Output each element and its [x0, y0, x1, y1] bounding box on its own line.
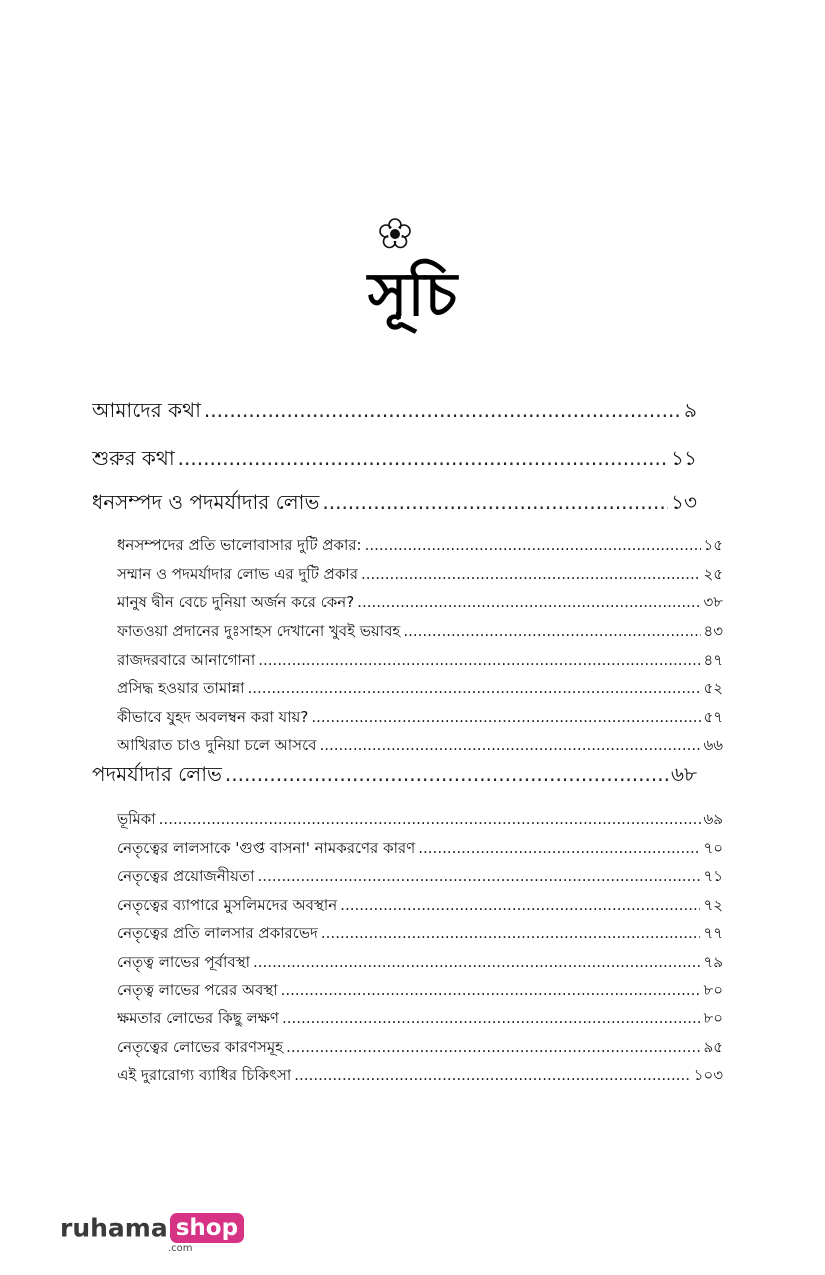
toc-entry-title: রাজদরবারে আনাগোনা [117, 651, 256, 669]
toc-subsection-entry [117, 619, 723, 643]
toc-page-number: ৭০ [703, 839, 723, 857]
toc-entry-title: নেতৃত্বের লালসাকে 'গুপ্ত বাসনা' নামকরণের কারণ [117, 839, 416, 857]
leader-dots [311, 705, 700, 729]
toc-subsection-entry [117, 1035, 723, 1059]
toc-entry-title: মানুষ দ্বীন বেচে দুনিয়া অর্জন করে কেন? [117, 593, 355, 611]
logo-brand-text: ruhama [60, 1213, 168, 1243]
toc-entry-title: নেতৃত্বের ব্যাপারে মুসলিমদের অবস্থান [117, 896, 338, 914]
toc-page-number: ৬৬ [703, 736, 723, 754]
toc-page-number: ৪৩ [703, 622, 723, 640]
toc-page-number: ৯৫ [703, 1038, 723, 1056]
toc-entry-title: ফাতওয়া প্রদানের দুঃসাহস দেখানো খুবই ভয়াবহ [117, 622, 401, 640]
leader-dots [258, 648, 700, 672]
toc-entry-title: ধনসম্পদের প্রতি ভালোবাসার দুটি প্রকার: [117, 536, 362, 554]
leader-dots [178, 443, 668, 473]
toc-page-number: ৮০ [703, 1009, 723, 1027]
leader-dots [321, 921, 701, 945]
page-title: সূচি [367, 260, 458, 330]
leader-dots [340, 893, 700, 917]
toc-subsection-entry [117, 733, 723, 757]
leader-dots [204, 395, 681, 425]
toc-section-entry [92, 395, 697, 425]
toc-page-number: ১০৩ [693, 1066, 723, 1084]
toc-subsection-entry [117, 590, 723, 614]
toc-subsection-entry [117, 921, 723, 945]
toc-entry-title: প্রসিদ্ধ হওয়ার তামান্না [117, 679, 245, 697]
publisher-logo [60, 1213, 244, 1253]
toc-page-number: ৭৭ [703, 924, 723, 942]
leader-dots [322, 487, 668, 517]
toc-subsection-entry [117, 533, 723, 557]
leader-dots [225, 759, 668, 789]
toc-subsection-entry [117, 950, 723, 974]
toc-entry-title: নেতৃত্বের লোভের কারণসমূহ [117, 1038, 284, 1056]
toc-section-entry [92, 487, 697, 517]
toc-subsection-entry [117, 836, 723, 860]
toc-entry-title: কীভাবে যুহদ অবলম্বন করা যায়? [117, 708, 309, 726]
toc-entry-title: শুরুর কথা [92, 446, 175, 470]
toc-subsection-entry [117, 676, 723, 700]
toc-subsection-entry [117, 562, 723, 586]
toc-page-number: ৯ [684, 398, 697, 422]
toc-entry-title: নেতৃত্ব লাভের পরের অবস্থা [117, 981, 278, 999]
toc-page-number: ৬৯ [703, 810, 723, 828]
toc-entry-title: আমাদের কথা [92, 398, 201, 422]
toc-page-number: ১৩ [671, 490, 697, 514]
toc-page-number: ১১ [671, 446, 697, 470]
toc-entry-title: নেতৃত্বের প্রতি লালসার প্রকারভেদ [117, 924, 318, 942]
leader-dots [159, 807, 701, 831]
toc-page-number: ৪৭ [703, 651, 723, 669]
leader-dots [258, 864, 701, 888]
leader-dots [361, 562, 701, 586]
flower-ornament-icon [378, 217, 412, 251]
toc-page-number: ৩৮ [703, 593, 723, 611]
toc-page-number: ৭৯ [703, 953, 723, 971]
toc-page-number: ৭২ [703, 896, 723, 914]
toc-subsection-entry [117, 807, 723, 831]
toc-subsection-entry [117, 1063, 723, 1087]
toc-page-number: ৫২ [703, 679, 723, 697]
toc-subsection-entry [117, 648, 723, 672]
leader-dots [253, 950, 701, 974]
toc-entry-title: সম্মান ও পদমর্যাদার লোভ এর দুটি প্রকার [117, 565, 358, 583]
toc-entry-title: এই দুরারোগ্য ব্যাধির চিকিৎসা [117, 1066, 292, 1084]
leader-dots [365, 533, 701, 557]
leader-dots [248, 676, 701, 700]
leader-dots [282, 1006, 701, 1030]
toc-entry-title: ধনসম্পদ ও পদমর্যাদার লোভ [92, 490, 320, 514]
toc-page-number: ১৫ [703, 536, 723, 554]
leader-dots [319, 733, 700, 757]
toc-page-number: ৬৮ [671, 762, 697, 786]
toc-entry-title: নেতৃত্বের প্রয়োজনীয়তা [117, 867, 255, 885]
leader-dots [281, 978, 701, 1002]
toc-section-entry [92, 443, 697, 473]
leader-dots [357, 590, 700, 614]
toc-entry-title: ক্ষমতার লোভের কিছু লক্ষণ [117, 1009, 279, 1027]
toc-section-entry [92, 759, 697, 789]
toc-page-number: ৭১ [703, 867, 723, 885]
toc-page-number: ৫৭ [703, 708, 723, 726]
toc-entry-title: পদমর্যাদার লোভ [92, 762, 222, 786]
leader-dots [403, 619, 700, 643]
toc-page-number: ২৫ [703, 565, 723, 583]
toc-entry-title: আখিরাত চাও দুনিয়া চলে আসবে [117, 736, 317, 754]
leader-dots [294, 1063, 690, 1087]
toc-subsection-entry [117, 864, 723, 888]
toc-page-number: ৮০ [703, 981, 723, 999]
logo-shop-badge: shop [170, 1213, 244, 1243]
toc-subsection-entry [117, 705, 723, 729]
toc-subsection-entry [117, 978, 723, 1002]
toc-subsection-entry [117, 1006, 723, 1030]
logo-domain-suffix: .com [168, 1243, 193, 1254]
leader-dots [418, 836, 700, 860]
toc-subsection-entry [117, 893, 723, 917]
toc-entry-title: ভূমিকা [117, 810, 156, 828]
toc-entry-title: নেতৃত্ব লাভের পূর্বাবস্থা [117, 953, 250, 971]
leader-dots [286, 1035, 700, 1059]
